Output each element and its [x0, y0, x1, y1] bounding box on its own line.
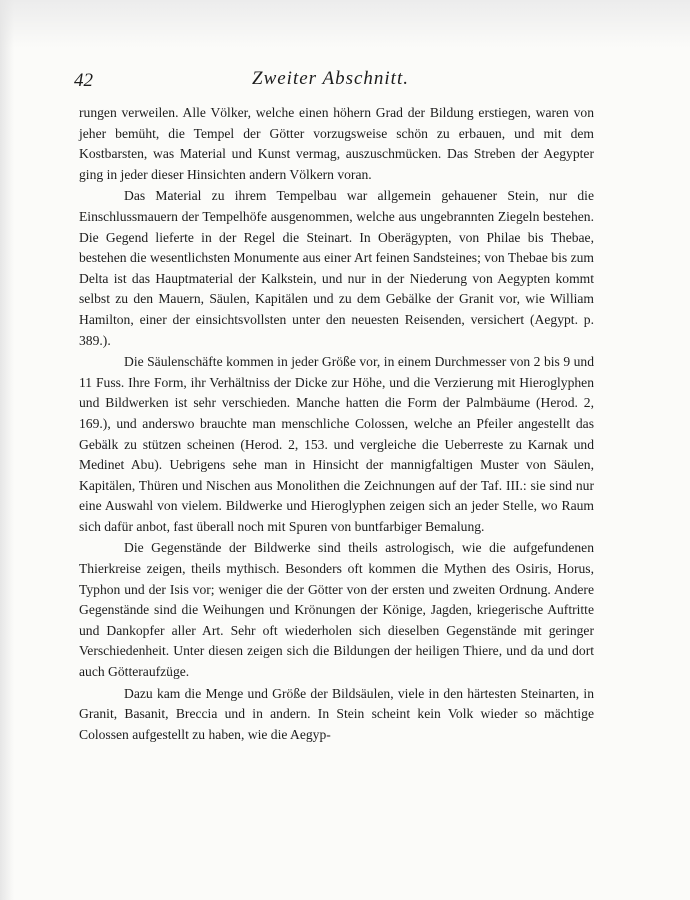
paragraph-5: Dazu kam die Menge und Größe der Bildsäulen, viele in den härtesten Steinarten, in Granit, Basanit, Breccia und in andern. In Stein scheint kein Volk wieder so mächtige Colossen aufgestellt zu haben, wie die Aegyp-: [79, 685, 594, 742]
body-text: [79, 103, 594, 745]
paragraph-4: Die Gegenstände der Bildwerke sind theils astrologisch, wie die aufgefundenen Thierkreise zeigen, theils mythisch. Besonders oft kommen die Mythen des Osiris, Horus, Typhon und der Isis vor; weniger die der Götter von der ersten und zweiten Ordnung. Andere Gegenstände sind die Weihungen und Krönungen der Könige, Jagden, kriegerische Auftritte und Dankopfer aller Art. Sehr oft wiederholen sich dieselben Gegenstände mit geringer Verschiedenheit. Unter diesen zeigen sich die Bildungen der heiligen Thiere, und da und dort auch Götteraufzüge.: [79, 540, 594, 680]
page-number: 42: [74, 70, 93, 91]
scan-shadow-left: [0, 0, 14, 900]
scan-shadow-top: [0, 0, 690, 48]
page-header: [74, 68, 604, 98]
paragraph-3: Die Säulenschäfte kommen in jeder Größe vor, in einem Durchmesser von 2 bis 9 und 11 Fuss. Ihre Form, ihr Verhältniss der Dicke zur Höhe, und die Verzierung mit Hieroglyphen und Bildwerken ist sehr verschieden. Manche hatten die Form der Palmbäume (Herod. 2, 169.), und anderswo brauchte man menschliche Colossen, welche an Pfeiler angestellt das Gebälk zu stützen scheinen (Herod. 2, 153. und vergleiche die Ueberreste zu Karnak und Medinet Abu). Uebrigens sehe man in Hinsicht der mannigfaltigen Muster von Säulen, Kapitälen, Thüren und Nischen aus Monolithen die Zeichnungen auf der Taf. III.: sie sind nur eine Auswahl von vielem. Bildwerke und Hieroglyphen zeigen sich an jeder Stelle, wo Raum sich dafür anbot, fast überall noch mit Spuren von buntfarbiger Bemalung.: [79, 354, 594, 534]
running-head: Zweiter Abschnitt.: [252, 68, 409, 89]
paragraph-2: Das Material zu ihrem Tempelbau war allgemein gehauener Stein, nur die Einschlussmauern der Tempelhöfe ausgenommen, welche aus ungebrannten Ziegeln bestehen. Die Gegend lieferte in der Regel die Steinart. In Oberägypten, von Philae bis Thebae, bestehen die wesentlichsten Monumente aus einer Art feinen Sandsteines; von Thebae bis zum Delta ist das Hauptmaterial der Kalkstein, und nur in der Niederung von Aegypten kommt selbst zu den Mauern, Säulen, Kapitälen und zu dem Gebälke der Granit vor, wie William Hamilton, einer der einsichtsvollsten unter den neuesten Reisenden, versichert (Aegypt. p. 389.).: [79, 188, 594, 348]
paragraph-1: rungen verweilen. Alle Völker, welche einen höhern Grad der Bildung erstiegen, waren von jeher bemüht, die Tempel der Götter vorzugsweise schön zu erbauen, und mit dem Kostbarsten, was Material und Kunst vermag, auszuschmücken. Das Streben der Aegypter ging in jeder dieser Hinsichten andern Völkern voran.: [79, 105, 594, 182]
